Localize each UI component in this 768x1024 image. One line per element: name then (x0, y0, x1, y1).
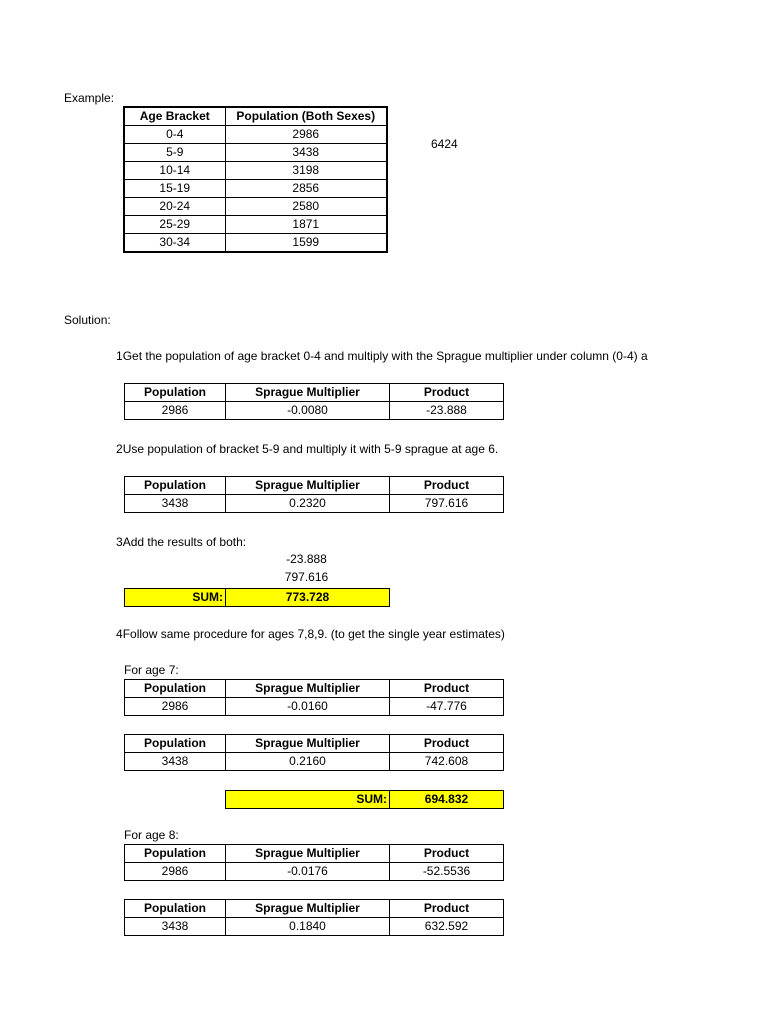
population-cell: 2986 (125, 402, 226, 420)
sum-operand-2: 797.616 (284, 570, 329, 584)
product-cell: -47.776 (390, 698, 504, 716)
age-bracket-header: Age Bracket (124, 107, 225, 126)
step-text: Add the results of both: (122, 535, 247, 549)
multiplier-header: Sprague Multiplier (226, 845, 390, 863)
calc-table-age7-a (124, 679, 504, 716)
multiplier-cell: -0.0176 (226, 863, 390, 881)
table-row (124, 198, 387, 216)
product-header: Product (390, 477, 504, 495)
multiplier-header: Sprague Multiplier (226, 384, 390, 402)
table-row (125, 495, 504, 513)
product-cell: -52.5536 (390, 863, 504, 881)
population-cell: 3438 (125, 753, 226, 771)
product-header: Product (390, 735, 504, 753)
population-cell: 2986 (225, 126, 387, 144)
age8-label: For age 8: (124, 828, 179, 842)
step-2 (116, 442, 498, 456)
population-header: Population (125, 477, 226, 495)
population-header: Population (125, 680, 226, 698)
table-row (124, 144, 387, 162)
table-row (125, 918, 504, 936)
step-number: 2 (116, 442, 123, 456)
population-cell: 3438 (225, 144, 387, 162)
population-header: Population (125, 845, 226, 863)
table-row (125, 863, 504, 881)
calc-table-step1 (124, 383, 504, 420)
step-4 (116, 627, 505, 641)
multiplier-cell: 0.1840 (226, 918, 390, 936)
step-number: 4 (116, 627, 123, 641)
sum-value: 773.728 (226, 589, 390, 607)
step-text: Get the population of age bracket 0-4 and multiply with the Sprague multiplier under column (0-4) a (122, 349, 648, 363)
table-row (125, 698, 504, 716)
age-cell: 30-34 (124, 234, 225, 253)
sum-label: SUM: (125, 589, 226, 607)
product-cell: -23.888 (390, 402, 504, 420)
calc-table-step2 (124, 476, 504, 513)
age-cell: 15-19 (124, 180, 225, 198)
population-header: Population (Both Sexes) (225, 107, 387, 126)
population-header: Population (125, 900, 226, 918)
population-header: Population (125, 384, 226, 402)
age-bracket-table (123, 106, 388, 253)
multiplier-header: Sprague Multiplier (226, 477, 390, 495)
product-cell: 632.592 (390, 918, 504, 936)
table-row (124, 180, 387, 198)
population-cell: 1871 (225, 216, 387, 234)
step-text: Use population of bracket 5-9 and multiply it with 5-9 sprague at age 6. (122, 442, 499, 456)
product-header: Product (390, 384, 504, 402)
multiplier-header: Sprague Multiplier (226, 735, 390, 753)
table-row (124, 162, 387, 180)
age-cell: 0-4 (124, 126, 225, 144)
multiplier-header: Sprague Multiplier (226, 680, 390, 698)
population-cell: 2856 (225, 180, 387, 198)
product-header: Product (390, 845, 504, 863)
population-cell: 3198 (225, 162, 387, 180)
population-cell: 2580 (225, 198, 387, 216)
age-cell: 10-14 (124, 162, 225, 180)
product-header: Product (390, 900, 504, 918)
step-number: 1 (116, 349, 123, 363)
table-row (124, 234, 387, 253)
step-3 (116, 535, 246, 549)
table-row (124, 126, 387, 144)
population-cell: 2986 (125, 863, 226, 881)
population-header: Population (125, 735, 226, 753)
side-value: 6424 (431, 137, 458, 151)
sum-row-age7 (225, 790, 504, 809)
step-number: 3 (116, 535, 123, 549)
table-row (125, 402, 504, 420)
population-cell: 1599 (225, 234, 387, 253)
age-cell: 5-9 (124, 144, 225, 162)
table-row (124, 216, 387, 234)
calc-table-age8-a (124, 844, 504, 881)
product-cell: 797.616 (390, 495, 504, 513)
calc-table-age7-b (124, 734, 504, 771)
sum-operand-1: -23.888 (286, 552, 327, 566)
multiplier-cell: 0.2320 (226, 495, 390, 513)
calc-table-age8-b (124, 899, 504, 936)
age-cell: 20-24 (124, 198, 225, 216)
sum-row-age6 (124, 588, 390, 607)
multiplier-cell: 0.2160 (226, 753, 390, 771)
sum-value: 694.832 (390, 791, 504, 809)
product-header: Product (390, 680, 504, 698)
multiplier-cell: -0.0080 (226, 402, 390, 420)
population-cell: 2986 (125, 698, 226, 716)
multiplier-cell: -0.0160 (226, 698, 390, 716)
sum-label: SUM: (226, 791, 390, 809)
step-1 (116, 349, 648, 363)
age7-label: For age 7: (124, 663, 179, 677)
step-text: Follow same procedure for ages 7,8,9. (to get the single year estimates) (122, 627, 505, 641)
population-cell: 3438 (125, 918, 226, 936)
solution-label: Solution: (64, 313, 111, 327)
product-cell: 742.608 (390, 753, 504, 771)
example-label: Example: (64, 91, 115, 105)
multiplier-header: Sprague Multiplier (226, 900, 390, 918)
age-cell: 25-29 (124, 216, 225, 234)
population-cell: 3438 (125, 495, 226, 513)
table-row (125, 753, 504, 771)
table-header-row (124, 107, 387, 126)
